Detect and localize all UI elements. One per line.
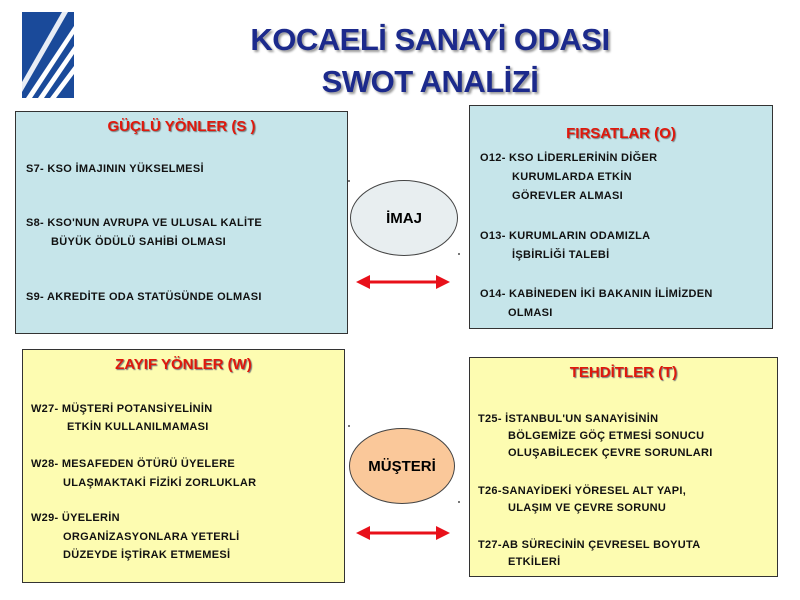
- strength-item: S9- AKREDİTE ODA STATÜSÜNDE OLMASI: [26, 291, 262, 303]
- threat-item: BÖLGEMİZE GÖÇ ETMESİ SONUCU: [508, 430, 705, 442]
- opportunity-item: O14- KABİNEDEN İKİ BAKANIN İLİMİZDEN: [480, 288, 713, 300]
- threats-box: [469, 357, 778, 577]
- weakness-item: ULAŞMAKTAKİ FİZİKİ ZORLUKLAR: [63, 477, 257, 489]
- weaknesses-box: [22, 349, 345, 583]
- threat-item: T27-AB SÜRECİNİN ÇEVRESEL BOYUTA: [478, 539, 701, 551]
- threat-item: OLUŞABİLECEK ÇEVRE SORUNLARI: [508, 447, 713, 459]
- page-title: KOCAELİ SANAYİ ODASI: [250, 22, 610, 57]
- divider-dot: [458, 253, 460, 255]
- strengths-heading: GÜÇLÜ YÖNLER (S ): [107, 118, 256, 135]
- threat-item: T26-SANAYİDEKİ YÖRESEL ALT YAPI,: [478, 485, 687, 497]
- divider-dot: [458, 501, 460, 503]
- page-subtitle: SWOT ANALİZİ: [321, 64, 539, 99]
- strength-item: S7- KSO İMAJININ YÜKSELMESİ: [26, 163, 204, 175]
- weakness-item: W28- MESAFEDEN ÖTÜRÜ ÜYELERE: [31, 458, 235, 470]
- weaknesses-heading: ZAYIF YÖNLER (W): [115, 356, 252, 373]
- weakness-item: DÜZEYDE İŞTİRAK ETMEMESİ: [63, 549, 231, 561]
- opportunities-box: [469, 105, 773, 329]
- strength-item: BÜYÜK ÖDÜLÜ SAHİBİ OLMASI: [51, 236, 226, 248]
- opportunity-item: GÖREVLER ALMASI: [512, 190, 624, 202]
- double-arrow-icon: [356, 272, 450, 292]
- weakness-item: ORGANİZASYONLARA YETERLİ: [63, 531, 240, 543]
- divider-dot: [348, 425, 350, 427]
- opportunity-item: İŞBİRLİĞİ TALEBİ: [512, 249, 610, 261]
- kso-logo: [22, 12, 74, 98]
- opportunity-item: KURUMLARDA ETKİN: [512, 171, 632, 183]
- opportunity-item: O13- KURUMLARIN ODAMIZLA: [480, 230, 651, 242]
- strengths-box: [15, 111, 348, 334]
- threats-heading: TEHDİTLER (T): [569, 364, 678, 381]
- threat-item: ULAŞIM VE ÇEVRE SORUNU: [508, 502, 667, 514]
- double-arrow-icon: [356, 523, 450, 543]
- divider-dot: [348, 180, 350, 182]
- opportunities-heading: FIRSATLAR (O): [566, 125, 676, 142]
- weakness-item: W27- MÜŞTERİ POTANSİYELİNİN: [31, 403, 213, 415]
- threat-item: T25- İSTANBUL'UN SANAYİSİNİN: [478, 413, 659, 425]
- musteri-label: MÜŞTERİ: [368, 457, 436, 475]
- weakness-item: W29- ÜYELERİN: [31, 512, 120, 524]
- opportunity-item: O12- KSO LİDERLERİNİN DİĞER: [480, 152, 658, 164]
- musteri-oval: [349, 428, 455, 504]
- strength-item: S8- KSO'NUN AVRUPA VE ULUSAL KALİTE: [26, 217, 262, 229]
- imaj-oval: [350, 180, 458, 256]
- imaj-label: İMAJ: [386, 209, 422, 227]
- weakness-item: ETKİN KULLANILMAMASI: [67, 421, 209, 433]
- threat-item: ETKİLERİ: [508, 556, 561, 568]
- opportunity-item: OLMASI: [508, 307, 553, 319]
